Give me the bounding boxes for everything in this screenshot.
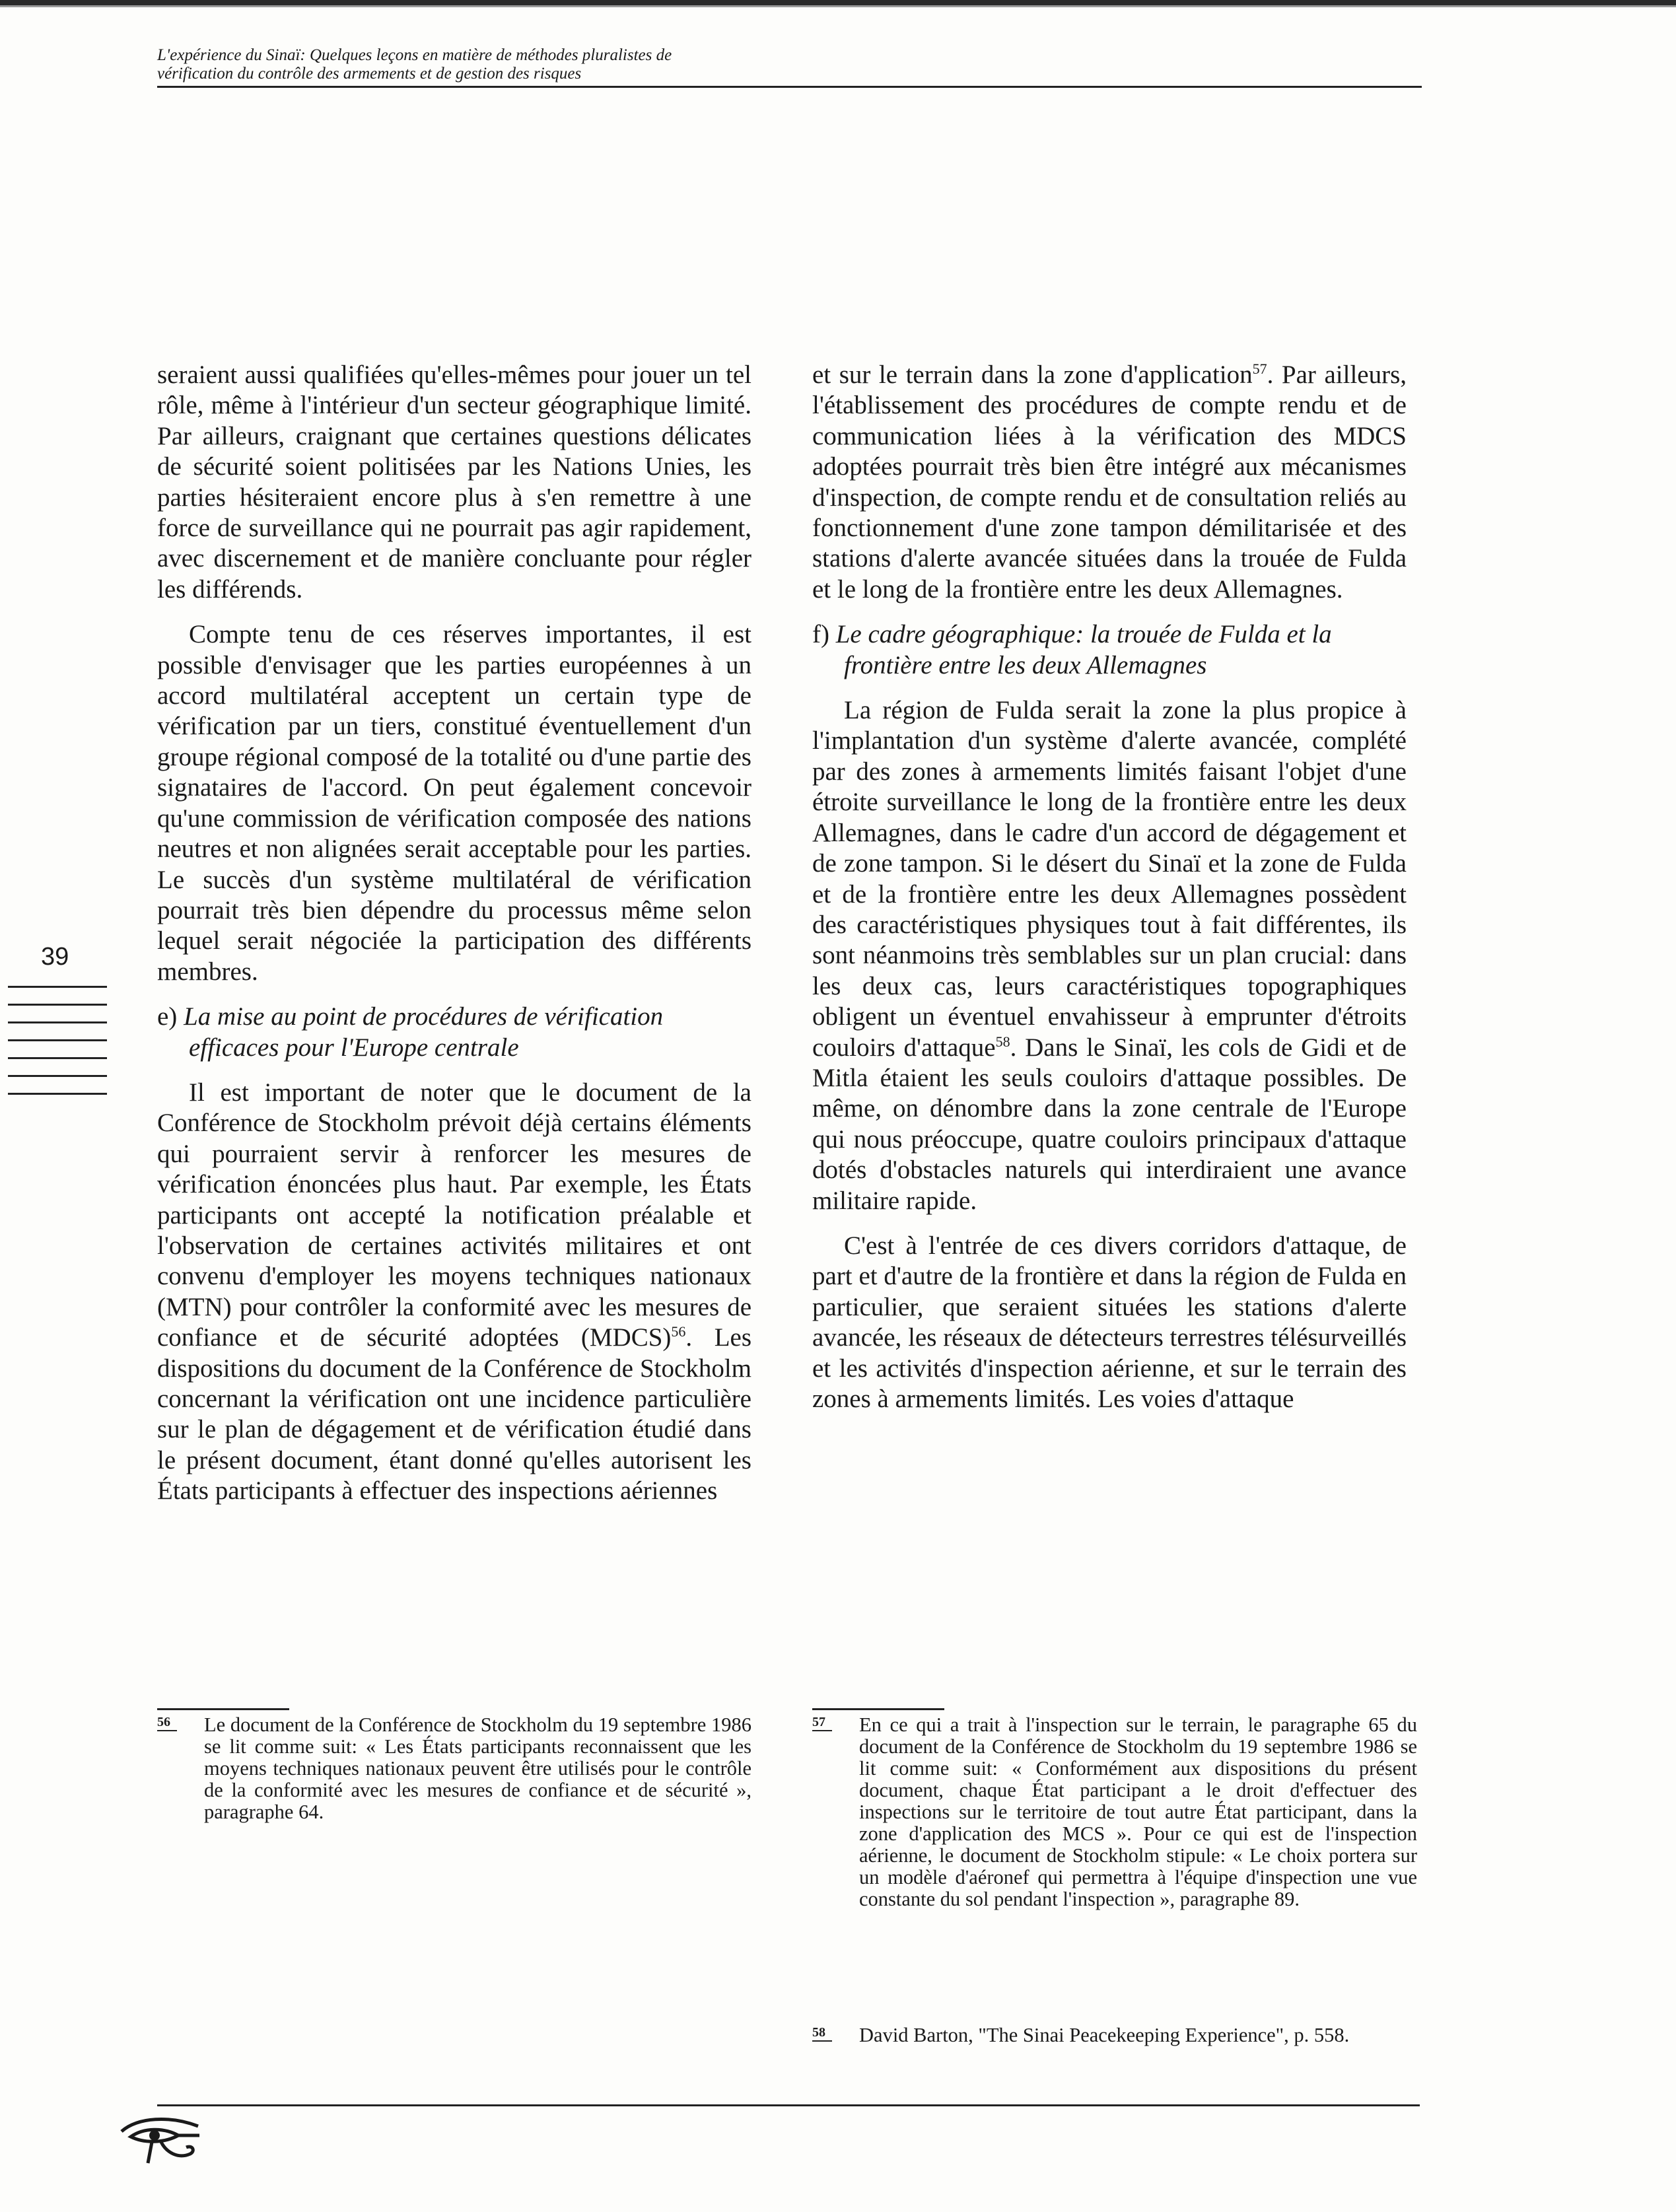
footnote-rule-right — [812, 1708, 944, 1710]
header-rule — [157, 86, 1422, 88]
section-heading-e — [157, 1002, 751, 1063]
right-column — [812, 360, 1407, 1429]
margin-line — [8, 1057, 107, 1059]
eye-of-horus-logo-icon — [118, 2113, 203, 2166]
footnote-ref: 56 — [671, 1323, 686, 1340]
margin-line — [8, 1004, 107, 1006]
paragraph: C'est à l'entrée de ces divers corridors d'attaque, de part et d'autre de la frontière et dans la région de Fulda en particulier, que seraient situées les stations d'alerte avancée, les réseaux de détecteurs terrestres télésurveillés et les activités d'inspection aérienne, et sur le terrain des zones à armements limités. Les voies d'attaque — [812, 1231, 1407, 1413]
footnote-number: 57 — [812, 1715, 825, 1729]
margin-line — [8, 1039, 107, 1041]
paragraph: seraient aussi qualifiées qu'elles-mêmes pour jouer un tel rôle, même à l'intérieur d'un secteur géographique limité. Par ailleurs, craignant que certaines questions délicates de sécurité soient politisées par les Nations Unies, les parties hésiteraient encore plus à s'en remettre à une force de surveillance qui ne pourrait pas agir rapidement, avec discernement et de manière concluante pour régler les différends. — [157, 361, 751, 604]
margin-line — [8, 986, 107, 988]
paragraph: Compte tenu de ces réserves importantes, il est possible d'envisager que les parties européennes à un accord multilatéral acceptent un certain type de vérification par un tiers, constitué éventuellement d'un groupe régional composé de la totalité ou d'une partie des signataires de l'accord. On peut également concevoir qu'une commission de vérification composée des nations neutres et non alignées serait acceptable pour les parties. Le succès d'un système multilatéral de vérification pourrait très bien dépendre du processus même selon lequel serait négociée la participation des différents membres. — [157, 620, 751, 986]
footnote-ref: 58 — [995, 1033, 1010, 1050]
section-title: La mise au point de procédures de vérification efficaces pour l'Europe centrale — [184, 1002, 664, 1062]
text-run: La région de Fulda serait la zone la plus propice à l'implantation d'un système d'alerte avancée, complété par des zones à armements limités faisant l'objet d'une étroite surveillance le long de la frontière entre les deux Allemagnes, dans le cadre d'un accord de dégagement et de zone tampon. Si le désert du Sinaï et la zone de Fulda et de la frontière entre les deux Allemagnes possèdent des caractéristiques physiques tout à fait différentes, ils sont néanmoins très semblables sur un plan crucial: dans les deux cas, leurs caractéristiques topographiques obligent un éventuel envahisseur à emprunter d'étroits couloirs d'attaque — [812, 696, 1407, 1062]
footnote-ref: 57 — [1252, 361, 1267, 377]
margin-line — [8, 1021, 107, 1023]
paragraph — [157, 1078, 751, 1507]
text-run: . Dans le Sinaï, les cols de Gidi et de Mitla étaient les seuls couloirs d'attaque possibles. De même, on dénombre dans la zone centrale de l'Europe qui nous préoccupe, quatre couloirs principaux d'attaque dotés d'obstacles naturels qui interdiraient une avance militaire rapide. — [812, 1033, 1407, 1215]
footnote-text: En ce qui a trait à l'inspection sur le terrain, le paragraphe 65 du document de la Conférence de Stockholm du 19 septembre 1986 se lit comme suit: « Conformément aux dispositions du présent document, chaque État participant a le droit d'effectuer des inspections sur le territoire de tout autre État participant, dans la zone d'application des MCS ». Pour ce qui est de l'inspection aérienne, le document de Stockholm stipule: « Le choix portera sur un modèle d'aéronef qui permettra à l'équipe d'inspection une vue constante du sol pendant l'inspection », paragraphe 89. — [859, 1713, 1417, 1910]
paragraph — [812, 360, 1407, 605]
scan-top-border — [0, 0, 1676, 5]
paragraph — [812, 695, 1407, 1216]
scan-top-border-shadow — [0, 5, 1676, 7]
footnote-number: 58 — [812, 2025, 825, 2040]
margin-index-lines — [8, 986, 107, 1111]
section-title: Le cadre géographique: la trouée de Fulda et la frontière entre les deux Allemagnes — [835, 620, 1332, 679]
left-column — [157, 360, 751, 1521]
section-label: e) — [157, 1002, 178, 1031]
footnote-57 — [812, 1714, 1417, 1910]
footnote-rule-left — [157, 1708, 289, 1710]
footnote-number-underline — [157, 1730, 177, 1731]
footnote-number: 56 — [157, 1715, 170, 1729]
running-header-line-1: L'expérience du Sinaï: Quelques leçons en matière de méthodes pluralistes de — [157, 46, 672, 64]
footnote-58 — [812, 2024, 1417, 2046]
text-run: et sur le terrain dans la zone d'application — [812, 361, 1253, 389]
text-run: . Par ailleurs, l'établissement des procédures de compte rendu et de communication liées à la vérification des MDCS adoptées pourrait très bien être intégré aux mécanismes d'inspection, de compte rendu et de consultation reliés au fonctionnement d'une zone tampon démilitarisée et des stations d'alerte avancée situées dans la trouée de Fulda et le long de la frontière entre les deux Allemagnes. — [812, 361, 1407, 604]
section-label: f) — [812, 620, 829, 649]
page-number: 39 — [41, 943, 69, 971]
text-run: Il est important de noter que le document de la Conférence de Stockholm prévoit déjà certains éléments qui pourraient servir à renforcer les mesures de vérification énoncées plus haut. Par exemple, les États participants ont accepté la notification préalable et l'observation de certaines activités militaires et ont convenu d'employer les moyens techniques nationaux (MTN) pour contrôler la conformité avec les mesures de confiance et de sécurité adoptées (MDCS) — [157, 1078, 751, 1352]
text-run: . Les dispositions du document de la Conférence de Stockholm concernant la vérification ont une incidence particulière sur le plan de dégagement et de vérification étudié dans le présent document, étant donné qu'elles autorisent les États participants à effectuer des inspections aériennes — [157, 1323, 751, 1505]
footnote-text: David Barton, "The Sinai Peacekeeping Experience", p. 558. — [859, 2024, 1350, 2046]
margin-line — [8, 1093, 107, 1095]
footnote-number-underline — [812, 2040, 832, 2042]
running-header-line-2: vérification du contrôle des armements et de gestion des risques — [157, 65, 582, 83]
footnote-number-underline — [812, 1730, 832, 1731]
section-heading-f — [812, 619, 1407, 681]
footnote-text: Le document de la Conférence de Stockholm du 19 septembre 1986 se lit comme suit: « Les États participants reconnaissent que les moyens techniques nationaux peuvent être utilisés pour le contrôle de la conformité avec les mesures de confiance et de sécurité », paragraphe 64. — [204, 1713, 751, 1823]
running-header — [157, 46, 1412, 83]
footer-rule — [157, 2104, 1420, 2106]
footnote-56 — [157, 1714, 751, 1823]
margin-line — [8, 1075, 107, 1077]
